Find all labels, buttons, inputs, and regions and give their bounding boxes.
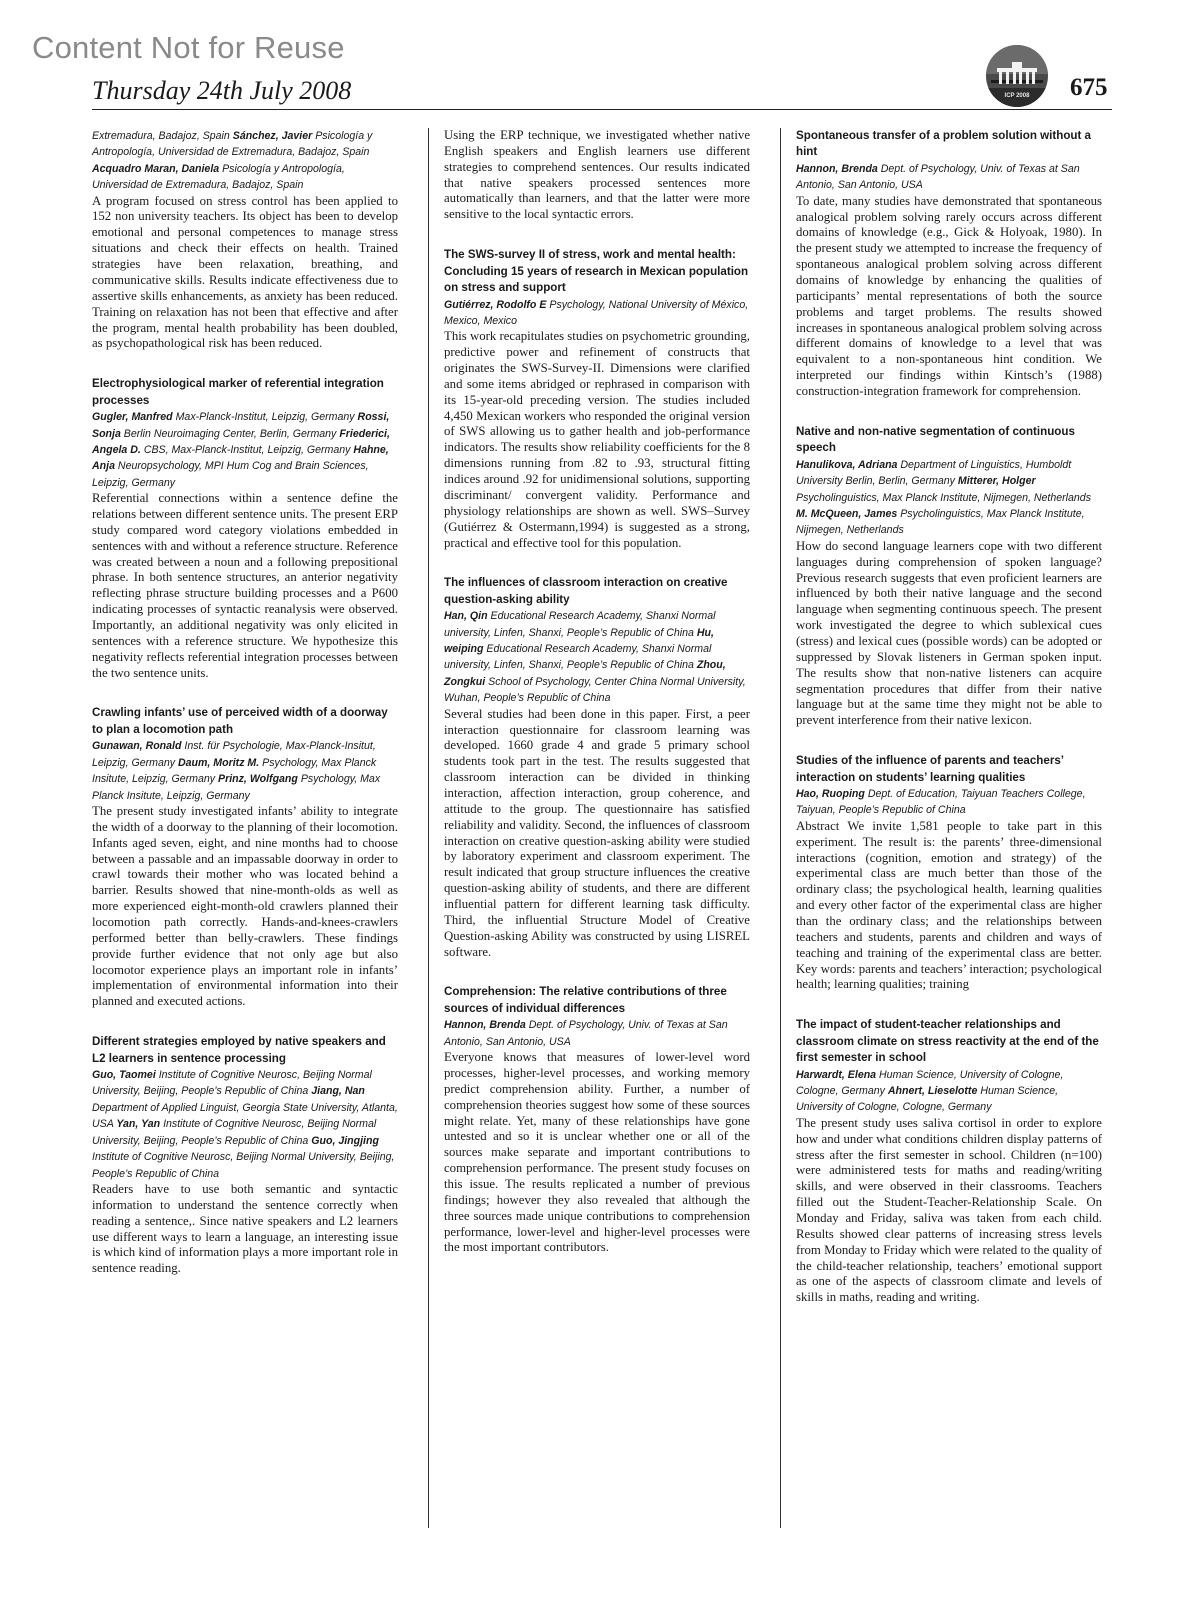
author-name: M. McQueen, James — [796, 508, 898, 521]
abstract-title: Native and non-native segmentation of continuous speech — [796, 424, 1075, 455]
logo-label: ICP 2008 — [1004, 93, 1030, 99]
abstract-title: The influences of classroom interaction on creative question-asking ability — [444, 576, 728, 606]
congress-logo — [985, 44, 1049, 108]
abstract-body: How do second language learners cope with two different languages during comprehension of spoken language? Previous research suggests that even proficient learners are influenced by both their native language and the second language when segmenting continuous speech. The present work investigated the degree to which sublexical cues (stress) and lexical cues (possible words) can be adopted or suppressed by Slovak listeners in German spoken input. The results show that non-native listeners can acquire segmentation procedures that differ from their native language but at the same time they might not be able to prevent interference from their native lexicon. — [796, 538, 1102, 728]
abstract-body: The present study uses saliva cortisol in order to explore how and under what conditions children display patterns of stress after the first semester in school. Children (n=100) were administered tests for maths and reading/writing skills, and were observed in their classrooms. Teachers filled out the Student-Teacher-Relationship Scale. On Monday and Friday, saliva was taken from each child. Results showed clear patterns of increasing stress levels from Monday to Friday which were related to the quality of the child-teacher relationship, teachers’ emotional support as one of the aspects of classroom climate and levels of skills in maths, reading and writing. — [796, 1115, 1102, 1305]
author-affiliation: Institute of Cognitive Neurosc, Beijing Normal University, Beijing, People’s Republic of China — [92, 1069, 372, 1098]
watermark: Content Not for Reuse — [32, 30, 345, 65]
author-affiliation: CBS, Max-Planck-Institut, Leipzig, Germany — [143, 443, 351, 456]
column-divider — [428, 128, 429, 1528]
author-affiliation: Psicología y Antropología, Universidad de Extremadura, Badajoz, Spain — [92, 162, 345, 192]
author-name: Hannon, Brenda — [796, 162, 878, 175]
author-name: Daum, Moritz M. — [177, 756, 260, 769]
author-name: Yan, Yan — [116, 1118, 161, 1131]
header-rule — [92, 109, 1112, 110]
author-affiliation: Educational Research Academy, Shanxi Normal university, Linfen, Shanxi, People’s Republic of China — [444, 610, 716, 639]
abstract-title: Different strategies employed by native speakers and L2 learners in sentence processing — [92, 1035, 386, 1065]
author-affiliation: Extremadura, Badajoz, Spain — [92, 130, 230, 142]
author-name: Guo, Taomei — [92, 1069, 156, 1082]
abstract-entry — [796, 424, 1102, 729]
author-affiliation: Human Science, University of Cologne, Cologne, Germany — [796, 1085, 1059, 1114]
abstract-body: Using the ERP technique, we investigated whether native English speakers and English learners use different strategies to comprehend sentences. Our results indicated that native speakers processed sentences more automatically than learners, and that the latter were more sensitive to the local syntactic errors. — [444, 128, 750, 222]
author-affiliations — [796, 457, 1102, 539]
author-affiliation: Psychology, Max Planck Insitute, Leipzig, Germany — [92, 773, 381, 802]
author-affiliation: Max-Planck-Institut, Leipzig, Germany — [175, 411, 355, 424]
author-name: Gunawan, Ronald — [92, 740, 182, 753]
author-affiliation: Dept. of Psychology, Univ. of Texas at San Antonio, San Antonio, USA — [444, 1019, 728, 1048]
author-affiliation: Neuropsychology, MPI Hum Cog and Brain Sciences, Leipzig, Germany — [92, 460, 369, 489]
abstract-body: Readers have to use both semantic and syntactic information to understand the sentence correctly when reading a sentence,. Since native speakers and L2 learners use different ways to learn a language, an interesting issue is which kind of information plays a more important role in sentence reading. — [92, 1181, 398, 1276]
abstract-entry — [444, 247, 750, 551]
abstract-entry — [444, 984, 750, 1256]
page-number: 675 — [1070, 74, 1108, 101]
author-name: Hannon, Brenda — [444, 1019, 526, 1032]
author-name: Hao, Ruoping — [796, 788, 865, 801]
abstract-title: Crawling infants’ use of perceived width of a doorway to plan a locomotion path — [92, 706, 388, 736]
abstract-body: A program focused on stress control has been applied to 152 non university teachers. Its object has been to develop emotional and personal competences to manage stress situations and check their effects on health. Trained strategies have been relaxation, breathing, and communicative skills. Results indicate effectiveness due to assertive skills enhancements, as anxiety has been reduced. Training on relaxation has not been that effective and after the program, mental health probability has been doubled, as psychopathological risk has been reduced. — [92, 193, 398, 351]
abstract-entry — [92, 705, 398, 1010]
author-name: Zhou, Zongkui — [444, 659, 726, 688]
author-affiliations — [444, 1017, 750, 1050]
author-affiliations — [92, 1067, 398, 1182]
abstract-entry — [796, 128, 1102, 400]
author-affiliation: Institute of Cognitive Neurosc, Beijing Normal University, Beijing, People’s Republic of China — [92, 1118, 377, 1147]
author-affiliation: Berlin Neuroimaging Center, Berlin, Germany — [123, 427, 337, 440]
abstract-title: The impact of student-teacher relationships and classroom climate on stress reactivity at the end of the first semester in school — [796, 1018, 1099, 1065]
author-affiliations — [796, 1067, 1102, 1116]
author-affiliation: Inst. für Psychologie, Max-Planck-Insitut, Leipzig, Germany — [92, 740, 376, 769]
author-name: Jiang, Nan — [311, 1085, 365, 1098]
column-2 — [444, 128, 750, 1280]
abstract-body: The present study investigated infants’ ability to integrate the width of a doorway to the planning of their locomotion. Infants aged seven, eight, and nine months had to choose between a passable and an impassable doorway in order to crawl towards their mother who was located behind a barrier. Results showed that nine-month-olds as well as more experienced eight-month-old crawlers planned their locomotion path correctly. Hands-and-knees-crawlers performed better than belly-crawlers. These findings provide further evidence that not only age but also locomotor experience plays an important role in infants’ implementation of environmental information into their planned and executed actions. — [92, 804, 398, 1009]
abstract-body: Abstract We invite 1,581 people to take part in this experiment. The result is: the parents’ three-dimensional interactions (cognition, emotion and strategy) of the experimental class are much better than those of the ordinary class; the psychological health, learning qualities and every other factor of the experimental class are higher than the ordinary class; and the relationships between teachers and students, parents and children and ways of teaching and training of the experimental class are better. Key words: parents and teachers’ interaction; psychological health; learning qualities; training — [796, 818, 1102, 992]
abstract-title: Comprehension: The relative contributions of three sources of individual differences — [444, 985, 727, 1015]
author-name: Acquadro Maran, Daniela — [92, 162, 220, 175]
abstract-entry — [444, 575, 750, 960]
abstract-body: This work recapitulates studies on psychometric grounding, predictive power and refinement of constructs that originates the SWS-Survey-II. Dimensions were clarified and some items abridged or rephrased in comparison with its 15-year-old preceding version. The studies included 4,450 Mexican workers who responded the original version of SWS allowing us to gather health and job-performance indicators. The results show reliability coefficients for the 8 dimensions running from .82 to .93, structural fitting indices around .92 for unidimensional solutions, supporting discriminant/ convergent validity. Performance and physiology relationships are shown as well. SWS–Survey (Gutiérrez & Ostermann,1994) is suggested as a strong, practical and effective tool for this population. — [444, 329, 750, 550]
author-affiliation: Dept. of Education, Taiyuan Teachers College, Taiyuan, People’s Republic of China — [796, 788, 1086, 817]
author-name: Sánchez, Javier — [232, 130, 313, 142]
author-name: Harwardt, Elena — [796, 1068, 877, 1081]
abstract-title: Studies of the influence of parents and teachers’ interaction on students’ learning qualities — [796, 754, 1064, 784]
abstract-entry — [92, 1034, 398, 1277]
author-name: Gugler, Manfred — [92, 411, 173, 424]
author-affiliation: School of Psychology, Center China Normal University, Wuhan, People’s Republic of China — [444, 675, 746, 705]
author-affiliation: Psycholinguistics, Max Planck Institute, Nijmegen, Netherlands — [796, 508, 1085, 537]
author-affiliation: Department of Applied Linguist, Georgia State University, Atlanta, USA — [92, 1101, 398, 1131]
author-affiliations — [444, 608, 750, 706]
column-3 — [796, 128, 1102, 1330]
abstract-body: Several studies had been done in this paper. First, a peer interaction questionnaire for classroom learning was developed. 1660 grade 4 and grade 5 primary school students took part in the test. The results suggested that classroom interaction can be divided in thinking interaction, affection interaction, group coherence, and attitude to the group. The questionnaire has satisfied reliability and validity. Second, the influences of classroom interaction on creative question-asking ability were studied by laboratory experiment and classroom experiment. The result indicated that group structure influences the creative question-asking ability of students, and there are different influential pattern for different learning task difficulty. Third, the influential Structure Model of Creative Question-asking Ability was constructed by using LISREL software. — [444, 706, 750, 959]
author-name: Hahne, Anja — [92, 443, 389, 473]
abstract-body: To date, many studies have demonstrated that spontaneous analogical problem solving rarely occurs across different domains of knowledge (e.g., Gick & Holyoak, 1980). In the present study we attempted to increase the frequency of spontaneous analogical problem solving across different domains of knowledge by enhancing the qualities of participants’ mental representations of both the source problems and target problems. The results showed increases in spontaneous analogical problem solving across different domains of knowledge to a level that was equivalent to a non-spontaneous hint condition. We interpreted our findings within Kintsch’s (1988) construction-integration framework for comprehension. — [796, 193, 1102, 399]
author-affiliations — [92, 409, 398, 491]
abstract-title: Electrophysiological marker of referential integration processes — [92, 377, 384, 407]
author-affiliation: Psycholinguistics, Max Planck Institute, Nijmegen, Netherlands — [796, 491, 1091, 504]
running-head-date: Thursday 24th July 2008 — [92, 76, 352, 105]
abstract-entry — [92, 128, 398, 352]
author-affiliations — [796, 786, 1102, 819]
abstract-entry — [444, 128, 750, 223]
author-name: Mitterer, Holger — [957, 475, 1036, 488]
abstract-body: Referential connections within a sentence define the relations between different sentence units. The present ERP study compared word category violations embedded in sentences with and without a reference structure. Reference was created between a noun and a following prepositional phrase. In both sentence structures, an anterior negativity reflecting phrase structure building processes and a P600 indicating processes of syntactic reanalysis were observed. Importantly, an additional negativity was only elicited in sentences with a reference structure. We hypothesize this negativity reflects referential integration processes between the two sentence units. — [92, 491, 398, 680]
author-name: Han, Qin — [444, 610, 488, 623]
abstract-title: The SWS-survey II of stress, work and mental health: Concluding 15 years of research in Mexican population on stress and support — [444, 248, 749, 295]
author-name: Friederici, Angela D. — [92, 427, 390, 456]
author-name: Hanulikova, Adriana — [796, 458, 898, 471]
abstract-entry — [796, 753, 1102, 993]
author-name: Hu, weiping — [444, 626, 714, 656]
abstract-entry — [796, 1017, 1102, 1306]
author-affiliations — [92, 738, 398, 804]
author-name: Rossi, Sonja — [92, 411, 390, 440]
author-affiliations — [444, 297, 750, 330]
author-affiliation: Dept. of Psychology, Univ. of Texas at San Antonio, San Antonio, USA — [796, 162, 1080, 192]
author-name: Guo, Jingjing — [311, 1134, 379, 1147]
author-affiliations — [796, 161, 1102, 194]
author-name: Prinz, Wolfgang — [218, 773, 298, 786]
author-name: Ahnert, Lieselotte — [887, 1085, 978, 1098]
author-affiliation: Educational Research Academy, Shanxi Normal university, Linfen, Shanxi, People’s Republic of China — [444, 643, 712, 672]
column-divider — [780, 128, 781, 1528]
author-name: Gutiérrez, Rodolfo E — [444, 298, 547, 311]
abstract-entry — [92, 376, 398, 681]
author-affiliation: Department of Linguistics, Humboldt University Berlin, Berlin, Germany — [796, 458, 1072, 488]
author-affiliation: Institute of Cognitive Neurosc, Beijing Normal University, Beijing, People’s Republic of China — [92, 1151, 395, 1180]
author-affiliation: Psychology, National University of México, Mexico, Mexico — [444, 298, 749, 327]
abstract-title: Spontaneous transfer of a problem solution without a hint — [796, 129, 1092, 159]
author-affiliation: Psychology, Max Planck Insitute, Leipzig, Germany — [92, 756, 377, 786]
abstract-body: Everyone knows that measures of lower-level word processes, higher-level processes, and working memory predict comprehension ability. Further, a number of comprehension theories suggest how some of these sources might relate. Yet, many of these relationships have gone untested and so it is unclear whether one or all of the sources make separate and important contributions to comprehension performance. The present study focuses on this issue. The results replicated a number of previous findings; however they also revealed that although the three sources made unique contributions to comprehension performance, lower-level and higher-level processes were the most important contributors. — [444, 1050, 750, 1255]
author-affiliations — [92, 128, 398, 194]
author-affiliation: Human Science, University of Cologne, Cologne, Germany — [796, 1068, 1064, 1098]
author-affiliation: Psicología y Antropología, Universidad de Extremadura, Badajoz, Spain — [92, 130, 373, 159]
column-1 — [92, 128, 398, 1301]
